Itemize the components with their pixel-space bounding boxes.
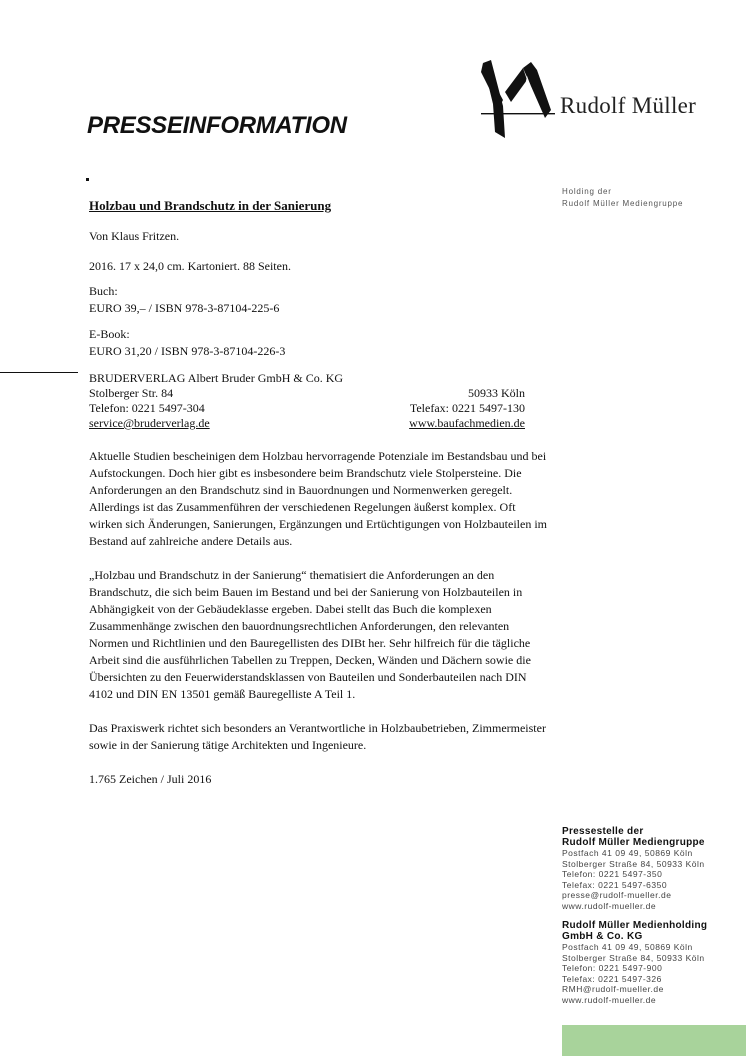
holding-postbox: Postfach 41 09 49, 50869 Köln [562,942,693,952]
character-count-date: 1.765 Zeichen / Juli 2016 [89,772,212,786]
holding-fax: Telefax: 0221 5497-326 [562,973,662,984]
green-accent-box [562,1025,746,1056]
press-office-postbox: Postfach 41 09 49, 50869 Köln [562,848,693,858]
holding-line-2: Rudolf Müller Mediengruppe [562,199,684,208]
print-price: EURO 39,– / ISBN 978-3-87104-225-6 [89,301,280,315]
press-office-email[interactable]: presse@rudolf-mueller.de [562,890,672,900]
ebook-label: E-Book: [89,327,130,341]
publisher-phone: Telefon: 0221 5497-304 [89,401,205,415]
holding-note [562,186,683,210]
bullet-dot [86,178,89,181]
publisher-fax: Telefax: 0221 5497-130 [409,401,525,415]
press-office-web[interactable]: www.rudolf-mueller.de [562,900,657,911]
publisher-block [89,371,525,431]
book-format: 2016. 17 x 24,0 cm. Kartoniert. 88 Seiten. [89,259,291,273]
holding-email[interactable]: RMH@rudolf-mueller.de [562,984,664,994]
book-title: Holzbau und Brandschutz in der Sanierung [89,198,332,213]
ebook-price: EURO 31,20 / ISBN 978-3-87104-226-3 [89,344,286,358]
holding-heading-1: Rudolf Müller Medienholding [562,920,708,931]
body-paragraph-3: Das Praxiswerk richtet sich besonders an Verantwortliche in Holzbaubetrieben, Zimmermeister sowie in der Sanierung tätige Architekten und Ingenieure. [89,721,546,752]
body-paragraph-1: Aktuelle Studien bescheinigen dem Holzbau hervorragende Potenziale im Bestandsbau und bei Aufstockungen. Doch hier gibt es insbesondere beim Brandschutz viele Stolpersteine. Die Anforderungen an den Brandschutz sind in Bauordnungen und Normenwerken geregelt. Allerdings ist das Zusammenführen der verschiedenen Regelungen äußerst komplex. Oft wirken sich Änderungen, Sanierungen, Ergänzungen und Ertüchtigungen von Holzbauteilen im Bestand auf zahlreiche andere Details aus. [89,449,547,548]
holding-line-1: Holding der [562,187,612,196]
rudolf-mueller-logo-icon [481,60,555,140]
press-office-heading-2: Rudolf Müller Mediengruppe [562,837,705,848]
holding-web[interactable]: www.rudolf-mueller.de [562,994,657,1005]
publisher-web-link[interactable]: www.baufachmedien.de [409,416,525,430]
print-label: Buch: [89,284,118,298]
publisher-city: 50933 Köln [468,386,525,400]
print-edition [89,283,279,317]
holding-street: Stolberger Straße 84, 50933 Köln [562,952,705,963]
press-office-phone: Telefon: 0221 5497-350 [562,869,663,879]
press-office-fax: Telefax: 0221 5497-6350 [562,879,668,890]
left-divider [0,372,78,373]
holding-heading-2: GmbH & Co. KG [562,931,643,942]
book-author: Von Klaus Fritzen. [89,229,180,243]
press-office-heading-1: Pressestelle der [562,826,644,837]
publisher-street: Stolberger Str. 84 [89,386,174,400]
contact-sidebar [562,826,746,1005]
logo-wordmark: Rudolf Müller [560,93,697,118]
press-office-street: Stolberger Straße 84, 50933 Köln [562,858,705,869]
article-body [89,448,549,805]
publisher-name: BRUDERVERLAG Albert Bruder GmbH & Co. KG [89,371,344,385]
body-paragraph-2: „Holzbau und Brandschutz in der Sanierung“ thematisiert die Anforderungen an den Brandschutz, die sich beim Bauen im Bestand und bei der Sanierung von Holzbauteilen in Abhängigkeit von der Gebäudeklasse ergeben. Dabei stellt das Buch die komplexen Zusammenhänge zwischen den bauordnungsrechtlichen Anforderungen, den relevanten Normen und Richtlinien und den Bauregellisten des DIBt her. Sehr hilfreich für die tägliche Arbeit sind die ausführlichen Tabellen zu Treppen, Decken, Wänden und Dächern sowie die Übersichten zu den Feuerwiderstandsklassen von Bauteilen und Sonderbauteilen nach DIN 4102 und DIN EN 13501 gemäß Bauregelliste A Teil 1. [89,568,531,701]
ebook-edition [89,326,285,360]
publisher-email-link[interactable]: service@bruderverlag.de [89,416,210,430]
holding-phone: Telefon: 0221 5497-900 [562,963,663,973]
page-title: PRESSEINFORMATION [87,112,347,139]
